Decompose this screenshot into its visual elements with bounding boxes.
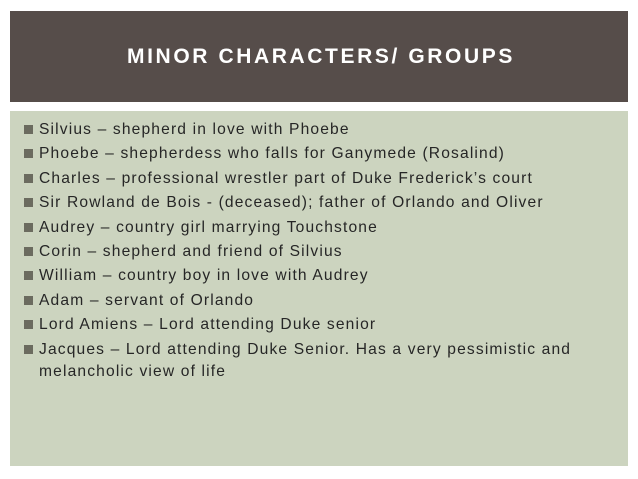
square-bullet-icon bbox=[24, 320, 33, 329]
list-item bbox=[10, 339, 614, 383]
slide-title: MINOR CHARACTERS/ GROUPS bbox=[127, 44, 515, 68]
list-item bbox=[10, 168, 614, 190]
list-item bbox=[10, 265, 614, 287]
square-bullet-icon bbox=[24, 198, 33, 207]
bullet-text: Jacques – Lord attending Duke Senior. Has a very pessimistic and melancholic view of life bbox=[39, 340, 572, 380]
list-item bbox=[10, 192, 614, 214]
square-bullet-icon bbox=[24, 223, 33, 232]
content-area bbox=[10, 111, 628, 466]
square-bullet-icon bbox=[24, 125, 33, 134]
square-bullet-icon bbox=[24, 149, 33, 158]
square-bullet-icon bbox=[24, 247, 33, 256]
list-item bbox=[10, 217, 614, 239]
list-item bbox=[10, 314, 614, 336]
bullet-text: Adam – servant of Orlando bbox=[39, 291, 255, 309]
bullet-text: Charles – professional wrestler part of Duke Frederick’s court bbox=[39, 169, 533, 187]
bullet-text: Phoebe – shepherdess who falls for Ganymede (Rosalind) bbox=[39, 145, 506, 163]
bullet-text: Lord Amiens – Lord attending Duke senior bbox=[39, 316, 377, 334]
bullet-text: Sir Rowland de Bois - (deceased); father of Orlando and Oliver bbox=[39, 194, 544, 212]
square-bullet-icon bbox=[24, 271, 33, 280]
square-bullet-icon bbox=[24, 296, 33, 305]
bullet-list bbox=[10, 111, 628, 383]
title-bar bbox=[10, 11, 628, 102]
bullet-text: William – country boy in love with Audrey bbox=[39, 267, 369, 285]
square-bullet-icon bbox=[24, 345, 33, 354]
list-item bbox=[10, 143, 614, 165]
bullet-text: Silvius – shepherd in love with Phoebe bbox=[39, 121, 350, 138]
list-item bbox=[10, 290, 614, 312]
bullet-text: Corin – shepherd and friend of Silvius bbox=[39, 242, 343, 260]
list-item bbox=[10, 119, 614, 141]
square-bullet-icon bbox=[24, 174, 33, 183]
bullet-text: Audrey – country girl marrying Touchstone bbox=[39, 218, 378, 236]
list-item bbox=[10, 241, 614, 263]
